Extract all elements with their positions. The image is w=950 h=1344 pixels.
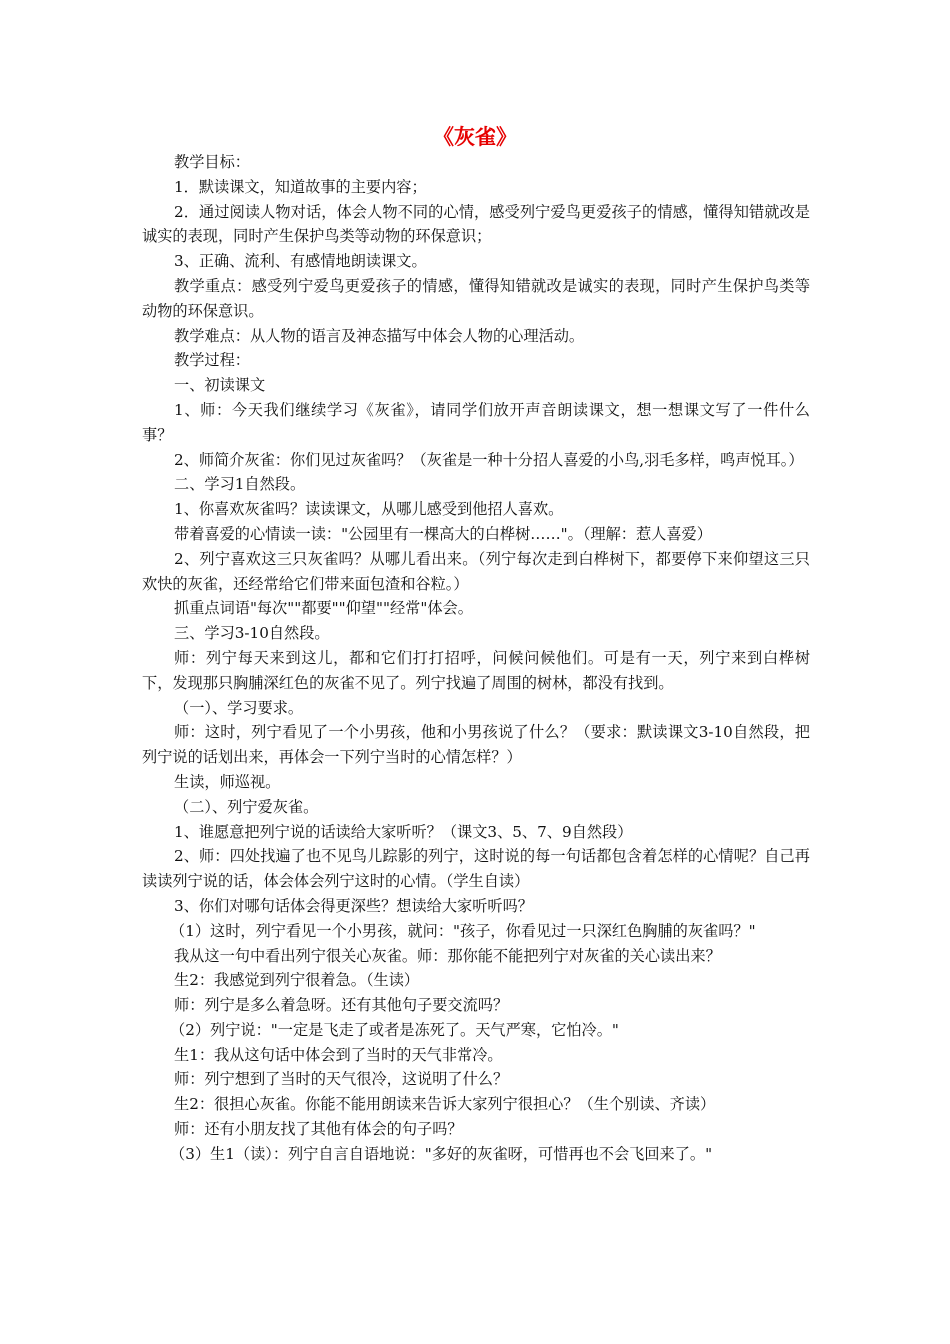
document-body (142, 150, 810, 1167)
paragraph: （二）、列宁爱灰雀。 (174, 797, 319, 816)
paragraph: 1、谁愿意把列宁说的话读给大家听听？（课文3、5、7、9自然段） (174, 822, 633, 841)
paragraph: （2）列宁说："一定是飞走了或者是冻死了。天气严寒，它怕冷。" (170, 1020, 619, 1039)
paragraph: 2、列宁喜欢这三只灰雀吗？从哪儿看出来。（列宁每次走到白桦树下，都要停下来仰望这三只欢快的灰雀，还经常给它们带来面包渣和谷粒。） (142, 549, 810, 593)
paragraph: 教学重点：感受列宁爱鸟更爱孩子的情感，懂得知错就改是诚实的表现，同时产生保护鸟类等动物的环保意识。 (142, 276, 810, 320)
paragraph: 一、初读课文 (174, 376, 266, 395)
paragraph: 2．通过阅读人物对话，体会人物不同的心情，感受列宁爱鸟更爱孩子的情感，懂得知错就改是诚实的表现，同时产生保护鸟类等动物的环保意识； (142, 202, 810, 246)
paragraph: 3、正确、流利、有感情地朗读课文。 (174, 252, 427, 271)
paragraph: 1、师：今天我们继续学习《灰雀》，请同学们放开声音朗读课文，想一想课文写了一件什么事？ (142, 400, 810, 444)
paragraph: 三、学习3-10自然段。 (174, 624, 330, 643)
paragraph: 2、师简介灰雀：你们见过灰雀吗？（灰雀是一种十分招人喜爱的小鸟,羽毛多样，鸣声悦耳。） (174, 450, 804, 469)
paragraph: 二、学习1自然段。 (174, 475, 306, 494)
paragraph: （3）生1（读）：列宁自言自语地说："多好的灰雀呀，可惜再也不会飞回来了。" (170, 1144, 713, 1163)
paragraph: 3、你们对哪句话体会得更深些？想读给大家听听吗？ (174, 896, 533, 915)
paragraph: 1、你喜欢灰雀吗？读读课文，从哪儿感受到他招人喜欢。 (174, 500, 564, 519)
paragraph: 生1：我从这句话中体会到了当时的天气非常冷。 (174, 1045, 503, 1064)
paragraph: 师：列宁是多么着急呀。还有其他句子要交流吗？ (174, 996, 509, 1015)
paragraph: 1．默读课文，知道故事的主要内容； (174, 177, 427, 196)
paragraph: 师：列宁想到了当时的天气很冷，这说明了什么？ (174, 1070, 509, 1089)
paragraph: 我从这一句中看出列宁很关心灰雀。师：那你能不能把列宁对灰雀的关心读出来？ (174, 946, 721, 965)
paragraph: 师：这时，列宁看见了一个小男孩，他和小男孩说了什么？（要求：默读课文3-10自然段，把列宁说的话划出来，再体会一下列宁当时的心情怎样？） (142, 723, 810, 767)
paragraph: （一）、学习要求。 (174, 698, 304, 717)
document-title: 《灰雀》 (433, 124, 517, 149)
paragraph: 生2：很担心灰雀。你能不能用朗读来告诉大家列宁很担心？（生个别读、齐读） (174, 1095, 716, 1114)
paragraph: 师：列宁每天来到这儿，都和它们打打招呼，问候问候他们。可是有一天，列宁来到白桦树下，发现那只胸脯深红色的灰雀不见了。列宁找遍了周围的树林，都没有找到。 (142, 648, 810, 692)
paragraph: 教学目标： (174, 153, 250, 171)
paragraph: 生2：我感觉到列宁很着急。（生读） (174, 971, 420, 990)
paragraph: 师：还有小朋友找了其他有体会的句子吗？ (174, 1120, 463, 1139)
paragraph: 教学难点：从人物的语言及神态描写中体会人物的心理活动。 (174, 326, 585, 345)
paragraph: 带着喜爱的心情读一读："公园里有一棵高大的白桦树……"。（理解：惹人喜爱） (174, 524, 712, 543)
paragraph: （1）这时，列宁看见一个小男孩，就问："孩子，你看见过一只深红色胸脯的灰雀吗？" (170, 921, 756, 940)
paragraph: 教学过程： (174, 351, 250, 370)
paragraph: 抓重点词语"每次""都要""仰望""经常"体会。 (174, 599, 473, 618)
paragraph: 2、师：四处找遍了也不见鸟儿踪影的列宁，这时说的每一句话都包含着怎样的心情呢？自己再读读列宁说的话，体会体会列宁这时的心情。（学生自读） (142, 847, 810, 891)
paragraph: 生读，师巡视。 (174, 772, 281, 791)
